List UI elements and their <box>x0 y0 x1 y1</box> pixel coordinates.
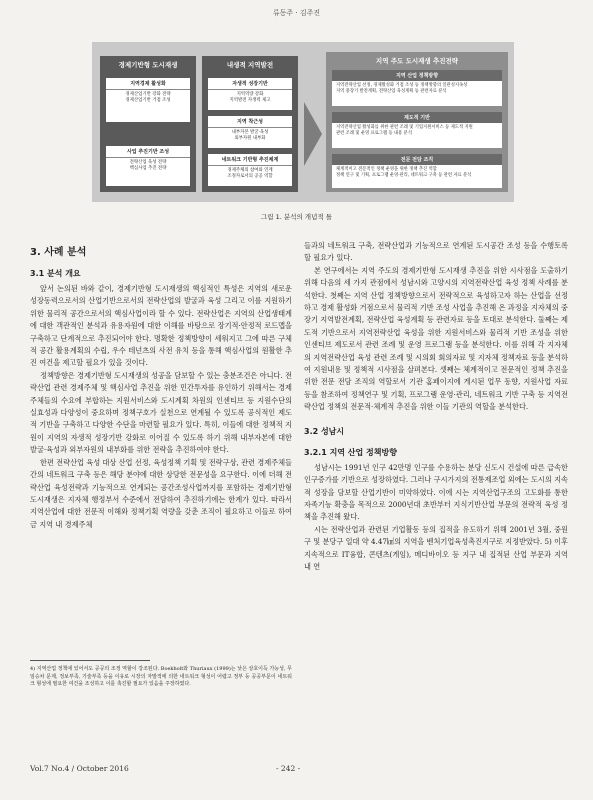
middle-panel <box>202 56 298 192</box>
right-section-3-body: 체계적이고 전문적인 정책 운영을 위한 정책 추진 역할 정책 연구 및 기획, 프로그램 운영·관리, 네트워크 구축 등 관련 자료 분석 <box>336 167 472 178</box>
right-section-2 <box>332 112 502 148</box>
right-panel-title: 지역 주도 도시재생 추진전략 <box>375 57 459 65</box>
left-box-2-head: 사업 추진기반 조성 <box>106 146 190 158</box>
footnote-divider <box>30 660 150 661</box>
journal-info: Vol.7 No.4 / October 2016 <box>30 764 129 773</box>
running-header: 류동주 · 김주진 <box>272 9 321 17</box>
middle-box-3-head: 네트워크 기반형 추진체계 <box>208 154 292 166</box>
figure-diagram <box>92 42 514 202</box>
right-section-2-head: 제도적 기반 <box>332 112 502 123</box>
left-column <box>30 235 292 531</box>
right-section-1-head: 지역 산업 정책방향 <box>332 70 502 81</box>
left-panel-title: 경제기반형 도시재생 <box>118 61 178 69</box>
left-panel <box>100 56 196 192</box>
middle-box-3 <box>208 154 292 186</box>
middle-box-3-body: 경제주체의 참여와 연계 조정자로서의 공공 역할 <box>227 168 273 179</box>
middle-box-2 <box>208 116 292 148</box>
right-section-3 <box>332 154 502 188</box>
paragraph: 들과의 네트워크 구축, 전략산업과 기능적으로 연계된 도시공간 조성 등을 수행토록 할 필요가 있다. <box>304 241 568 263</box>
subsection-title-3-2-1: 3.2.1 지역 산업 정책방향 <box>304 447 397 457</box>
left-box-1-body: 경제산업기반 강화 전략 경제산업기반 거점 조성 <box>125 92 171 103</box>
right-section-1 <box>332 70 502 106</box>
middle-box-1-body: 지역역량 강화 지역발전 자생력 제고 <box>229 92 271 103</box>
footnote: 4) 지역산업 정책에 있어서도 공공의 조정 역할이 강조된다. Boekholt와 Thuriaux (1999)는 낮은 상호이득 가능성, 무임승차 문제, 정보부족, 기술부족 등을 이유로 시장의 자발적에 의한 네트워크 형성이 어렵고 정부 등 공공부문이 네트워크 형성에 필요한 여건을 조성하고 이를 촉진할 필요가 있음을 주장하였다. <box>30 666 292 687</box>
figure-caption: 그림 1. 분석의 개념적 틀 <box>261 213 332 221</box>
right-section-1-body: 지역전략산업 선정, 경제활성화 거점 조성 등 정책방향의 일관성지속성 지역 중장기 발전계획, 전략산업 육성계획 등 관련자료 분석 <box>336 83 468 94</box>
middle-box-1 <box>208 78 292 110</box>
paragraph: 정책방향은 경제기반형 도시재생의 성공을 담보할 수 있는 충분조건은 아니다. 전략산업 관련 경제주체 및 핵심사업 추진을 위한 민간투자를 유인하기 위해서는 경제주체들의 수요에 부합하는 지원서비스와 도시계획 차원의 인센티브 등 지원수단의 실효성과 다양성이 중요하며 정책구호가 실천으로 연계될 수 있도록 공식적인 제도적 기반을 구축하고 다양한 수단을 마련할 필요가 있다. 특히, 이들에 대한 정책적 지원이 지역의 자생적 성장기반 강화로 이어질 수 있도록 하기 위해 내부자본에 대한 발굴·육성과 외부자원의 내부화를 위한 전략을 추진하여야 한다. <box>30 370 292 455</box>
middle-box-2-body: 내부자본 발굴·육성 외부자원 내부화 <box>231 130 269 141</box>
paragraph: 성남시는 1991년 인구 42만명 인구를 수용하는 분당 신도시 건설에 따른 급속한 인구증가를 기반으로 성장하였다. 그러나 구시가지의 전통제조업 외에는 도시의 지속적 성장을 담보할 산업기반이 미약하였다. 이에 시는 지역산업구조의 고도화를 통한 자족기능 확충을 목적으로 2000년대 초반부터 지식기반산업 부문의 전략적 육성 정책을 추진해 왔다. <box>304 462 568 522</box>
page-number: - 242 - <box>276 764 301 773</box>
left-box-1 <box>106 78 190 122</box>
paragraph: 시는 전략산업과 관련된 기업활동 등의 집적을 유도하기 위해 2001년 3월, 중원구 및 분당구 일대 약 4.47㎢의 지역을 벤처기업육성촉진지구로 지정받았다. 5) 이후 지속적으로 IT융합, 콘텐츠(게임), 메디바이오 등 지구 내 집적된 산업 부문과 지역 내 연 <box>304 524 568 571</box>
right-section-2-body: 지역전략산업 활성화를 위한 관련 조례 및 기업지원서비스 등 제도적 지원 관련 조례 및 운영 프로그램 등 내용 분석 <box>336 125 473 136</box>
section-title: 3. 사례 분석 <box>30 247 87 258</box>
left-box-2 <box>106 146 190 186</box>
right-panel <box>326 52 508 192</box>
section-title-3-2: 3.2 성남시 <box>304 426 345 436</box>
right-section-3-head: 전문 전담 조직 <box>332 154 502 165</box>
paragraph: 앞서 논의된 바와 같이, 경제기반형 도시재생의 핵심적인 특성은 지역의 새로운 성장동력으로서의 산업기반으로서의 전략산업의 발굴과 육성 그리고 이를 지원하기 위한 물리적 공간으로서의 핵심사업이라 할 수 있다. 전략산업은 지역의 산업생태계에 대한 객관적인 분석과 유용자원에 대한 이해를 바탕으로 장기적·안정적 로드맵을 구축하고 단계적으로 추진되어야 한다. 명확한 정책방향이 세워지고 그에 따른 구체적 공간 활용계획의 수립, 우수 테넌츠의 사전 유치 등을 통해 핵심사업의 원활한 추진 여건을 제고할 필요가 있을 것이다. <box>30 284 292 368</box>
paragraph: 한편 전략산업 육성 대상 산업 선정, 육성정책 기획 및 전략구상, 관련 경제주체들 간의 네트워크 구축 등은 해당 분야에 대한 상당한 전문성을 요구한다. 이에 더해 전략산업 육성전략과 기능적으로 연계되는 공간조성사업까지를 포함하는 경제기반형 도시재생은 지자체 행정부서 수준에서 전담하여 추진하기에는 한계가 있다. 따라서 지역산업에 대한 전문적 이해와 정책기획 역량을 갖춘 조직이 필요하고 이들로 하여금 지역 내 경제주체 <box>30 457 292 529</box>
left-box-1-head: 지역경제 활성화 <box>106 78 190 90</box>
paragraph: 본 연구에서는 지역 주도의 경제기반형 도시재생 추진을 위한 시사점을 도출하기 위해 다음의 세 가지 관점에서 성남시와 고양시의 지역전략산업 육성 정책 사례를 분석한다. 첫째는 지역 산업 정책방향으로서 전략적으로 육성하고자 하는 산업을 선정하고 경제 활성화 거점으로서 물리적 기반 조성 사업을 추진해 온 과정을 지자체의 중장기 지역발전계획, 전략산업 육성계획 등 관련자료 등을 토대로 분석한다. 둘째는 제도적 기반으로서 지역전략산업 육성을 위한 지원서비스와 물리적 기반 조성을 위한 인센티브 제도로서 관련 조례 및 운영 프로그램 등을 분석한다. 이를 위해 각 지자체의 지역전략산업 육성 관련 조례 및 시의회 회의자료 및 지자체 정책자료 등을 분석하여 지원내용 및 정책적 시사점을 살펴본다. 셋째는 체계적이고 전문적인 정책 추진을 위한 전문 전담 조직의 역할로서 기관 홈페이지에 게시된 업무 동향, 지원사업 자료 등을 참조하여 정책연구 및 기획, 프로그램 운영·관리, 네트워크 기반 구축 등 지역전략산업 정책의 전문적·체계적 추진을 위한 이들 기관의 역할을 분석한다. <box>304 265 568 412</box>
middle-box-1-head: 자생적 성장기반 <box>208 78 292 90</box>
arrow-right-icon <box>304 102 322 166</box>
subsection-title: 3.1 분석 개요 <box>30 269 81 278</box>
right-column <box>304 240 568 573</box>
middle-panel-title: 내생적 지역발전 <box>226 61 274 69</box>
left-box-2-body: 전략산업 육성 전략 핵심사업 추진 전략 <box>129 160 167 171</box>
middle-box-2-head: 지역 착근성 <box>208 116 292 128</box>
